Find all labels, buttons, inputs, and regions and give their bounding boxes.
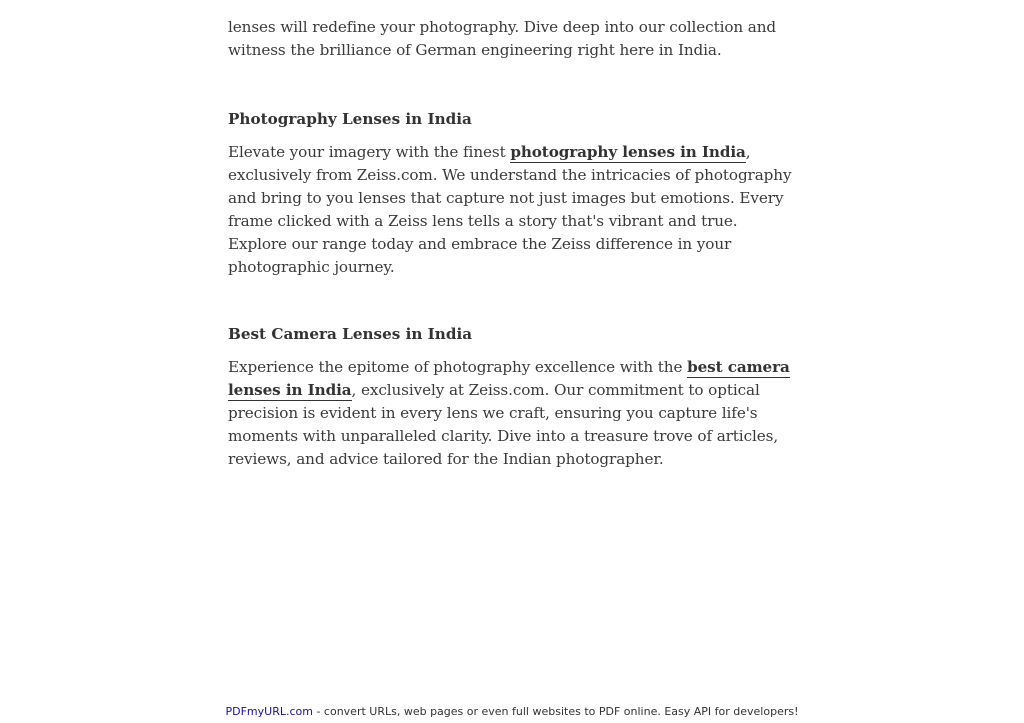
paragraph-text-after-link: , exclusively at Zeiss.com. Our commitment to optical precision is evident in every lens we craft, ensuring you capture life's moments with unparalleled clarity. Dive into a treasure trove of articles, reviews, and advice tailored for the Indian photographer. — [228, 381, 779, 468]
pdf-footer — [0, 705, 1024, 719]
section-paragraph — [228, 141, 796, 279]
footer-text: - convert URLs, web pages or even full websites to PDF online. Easy API for developers! — [312, 705, 799, 718]
section-best-camera-lenses — [228, 323, 796, 471]
paragraph-text-before-link: Elevate your imagery with the finest — [228, 143, 511, 161]
section-heading: Photography Lenses in India — [228, 110, 472, 128]
section-heading: Best Camera Lenses in India — [228, 325, 473, 343]
best-camera-lenses-link[interactable]: best camera lenses in India — [228, 358, 790, 399]
paragraph-text-after-link: , exclusively from Zeiss.com. We understand the intricacies of photography and bring to you lenses that capture not just images but emotions. Every frame clicked with a Zeiss lens tells a story that's vibrant and true. Explore our range today and embrace the Zeiss difference in your photographic journey. — [228, 143, 792, 276]
section-photography-lenses — [228, 108, 796, 279]
paragraph-text-before-link: Experience the epitome of photography excellence with the — [228, 358, 688, 376]
photography-lenses-link[interactable]: photography lenses in India — [510, 143, 746, 161]
article-content — [228, 16, 796, 515]
intro-paragraph: lenses will redefine your photography. Dive deep into our collection and witness the brilliance of German engineering right here in India. — [228, 18, 777, 59]
pdfmyurl-link[interactable]: PDFmyURL.com — [225, 705, 313, 718]
section-paragraph — [228, 356, 796, 471]
